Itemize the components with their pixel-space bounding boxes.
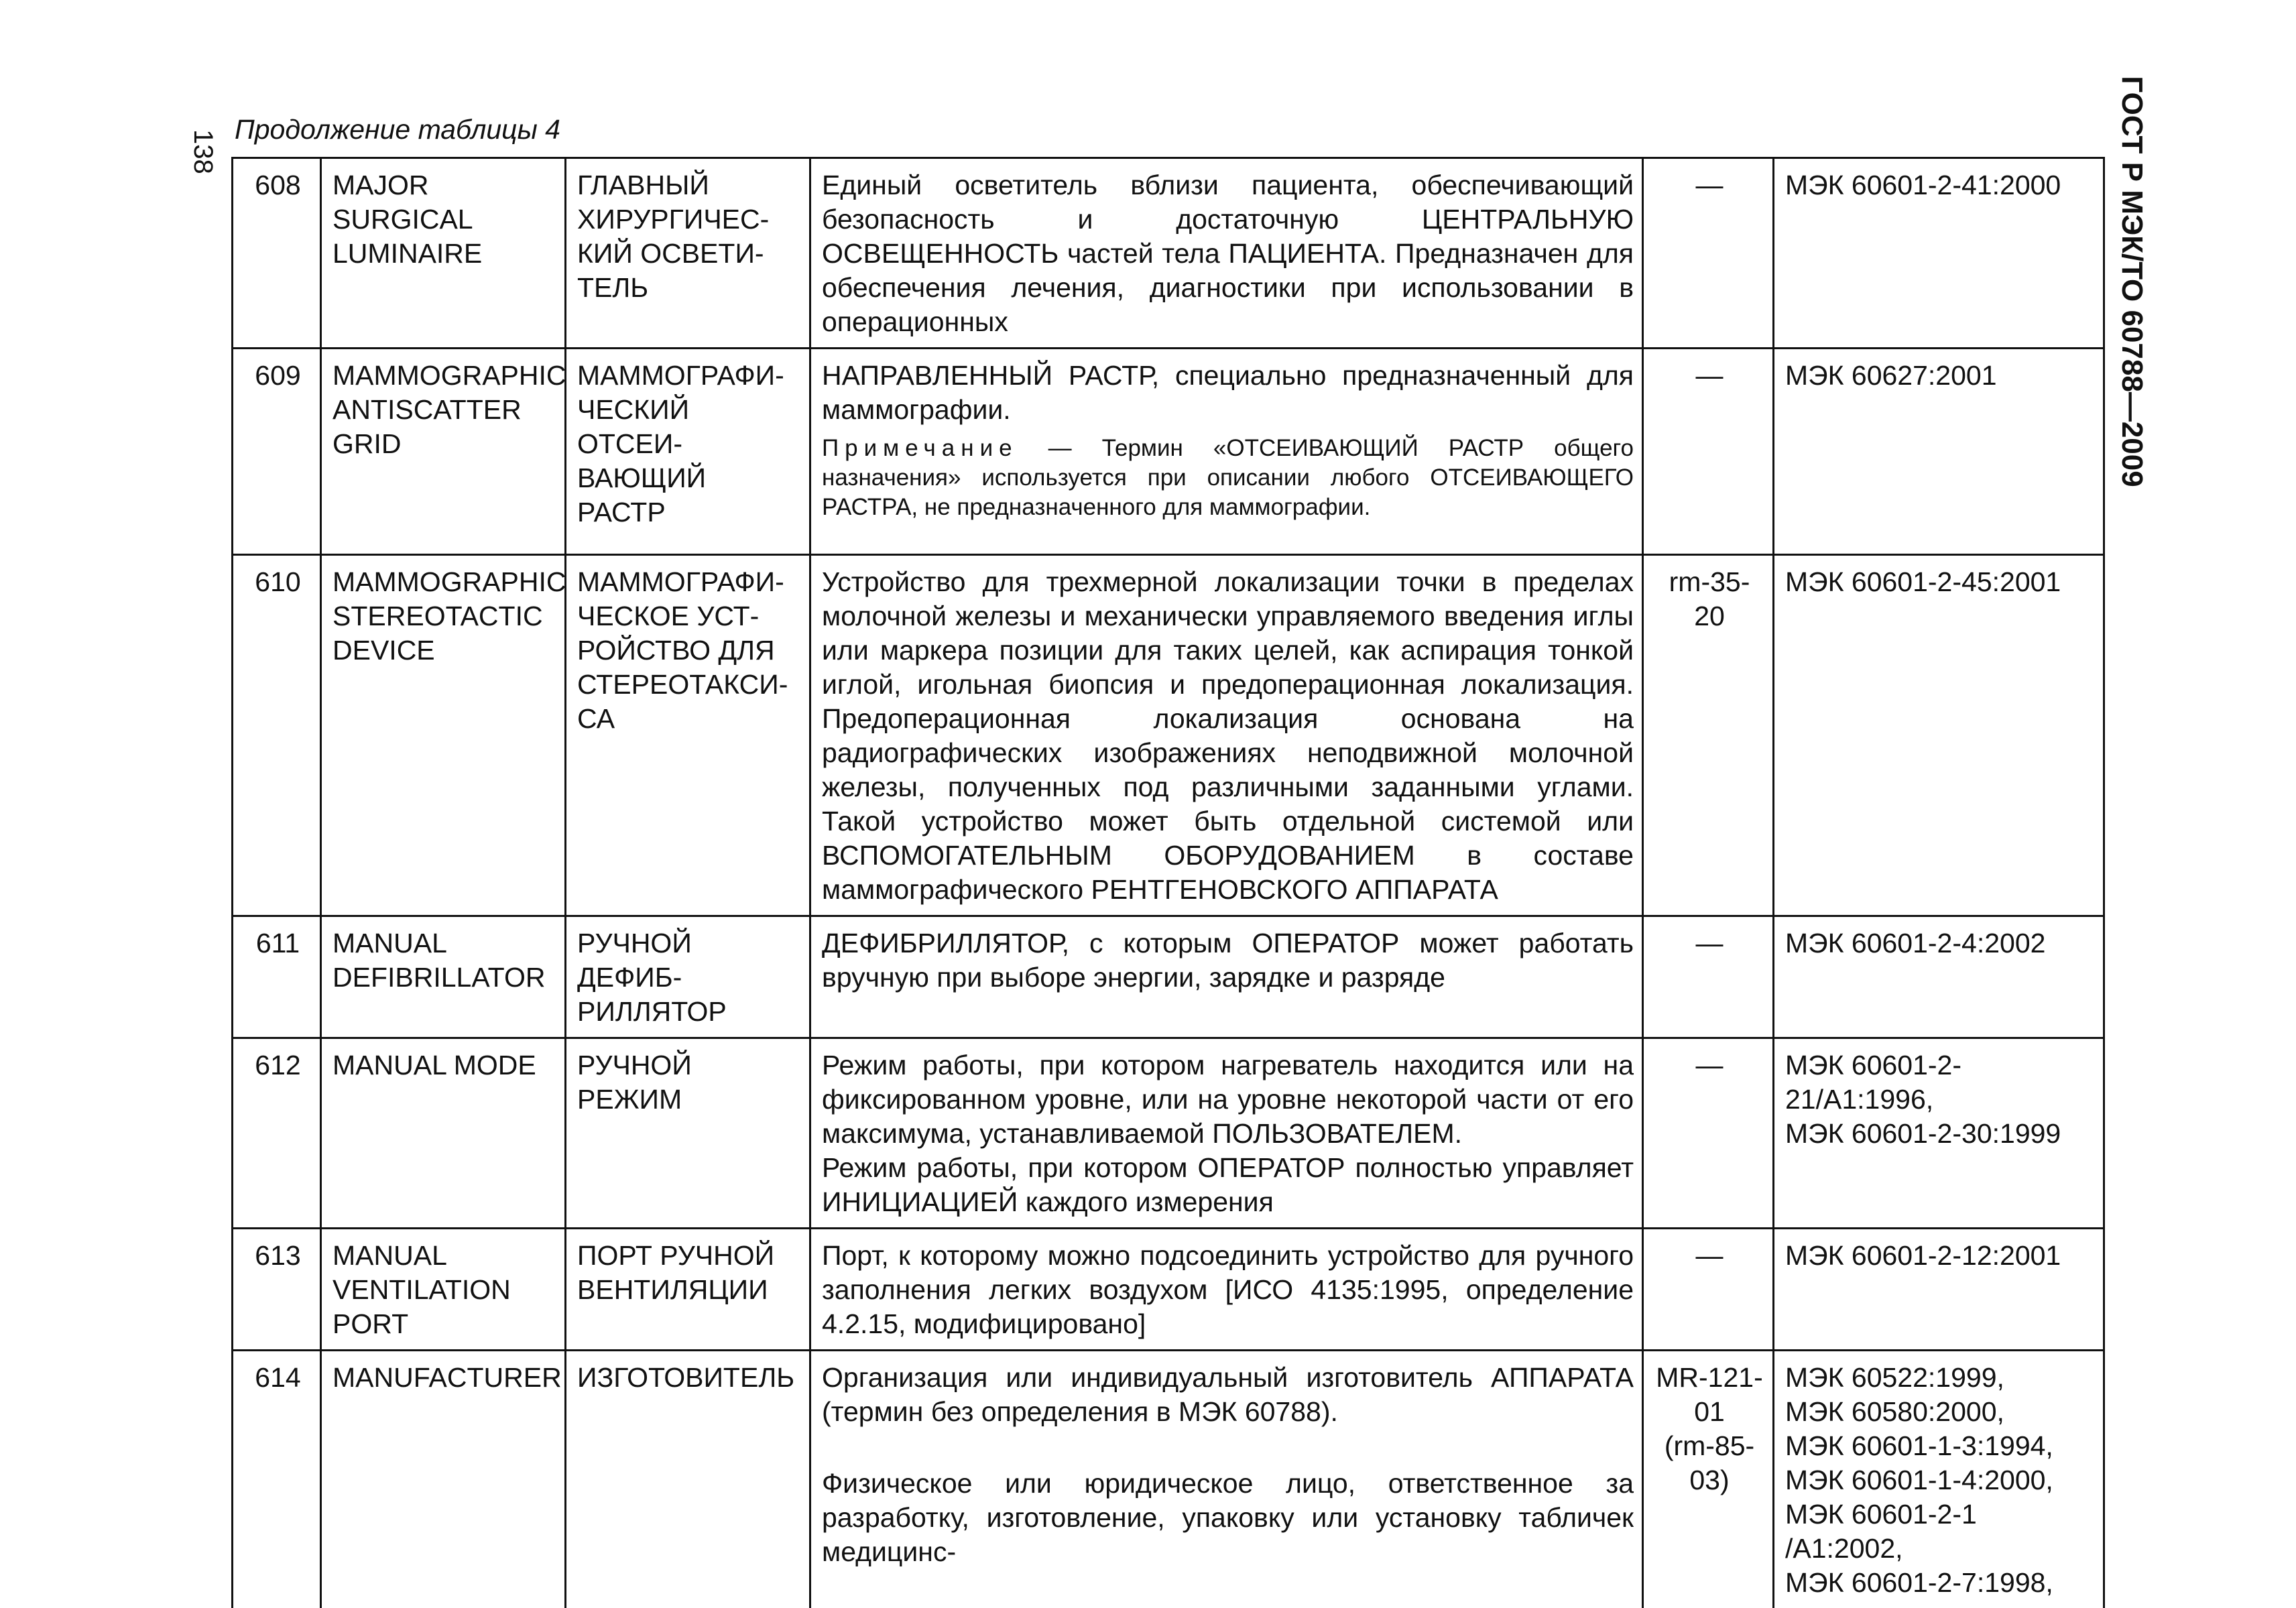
term-definition: НАПРАВЛЕННЫЙ РАСТР, специально предназначенный для маммографии. xyxy=(822,359,1634,427)
term-english: MAJOR SURGICAL LUMINAIRE xyxy=(321,158,566,349)
term-english: MANUAL DEFIBRILLATOR xyxy=(321,916,566,1038)
paragraph-gap xyxy=(822,1429,1634,1467)
term-english: MANUAL MODE xyxy=(321,1038,566,1229)
term-reference: МЭК 60627:2001 xyxy=(1774,349,2104,555)
term-code: rm-35-20 xyxy=(1643,555,1774,916)
note-text: — Термин «ОТСЕИВАЮЩИЙ РАСТР общего назначения» используется при описании любого ОТСЕИВАЮЩЕГО РАСТРА, не предназначенного для маммографии. xyxy=(822,435,1634,520)
term-reference: МЭК 60601-2-30:1999 xyxy=(1785,1117,2095,1151)
table-row xyxy=(233,1351,2104,1608)
term-reference-cell xyxy=(1774,1351,2104,1608)
term-code: — xyxy=(1643,158,1774,349)
term-definition-alt: Физическое или юридическое лицо, ответственное за разработку, изготовление, упаковку или установку табличек медицинс- xyxy=(822,1467,1634,1569)
note-label: Примечание xyxy=(822,435,1018,461)
term-russian: ИЗГОТОВИТЕЛЬ xyxy=(566,1351,810,1608)
term-code: — xyxy=(1643,349,1774,555)
term-english: MANUFACTURER xyxy=(321,1351,566,1608)
term-note xyxy=(822,434,1634,522)
term-number: 613 xyxy=(233,1229,321,1351)
term-reference: МЭК 60601-2-21/A1:1996, xyxy=(1785,1048,2095,1117)
term-english: MAMMOGRAPHIC ANTISCATTER GRID xyxy=(321,349,566,555)
term-definition: Единый осветитель вблизи пациента, обеспечивающий безопасность и достаточную ЦЕНТРАЛЬНУЮ ОСВЕЩЕННОСТЬ частей тела ПАЦИЕНТА. Предназначен для обеспечения лечения, диагностики при использовании в операционных xyxy=(810,158,1643,349)
table-row xyxy=(233,555,2104,916)
term-reference: МЭК 60601-2-41:2000 xyxy=(1774,158,2104,349)
page-number: 138 xyxy=(170,129,217,156)
term-russian: ПОРТ РУЧНОЙ ВЕНТИЛЯЦИИ xyxy=(566,1229,810,1351)
term-number: 608 xyxy=(233,158,321,349)
terms-table xyxy=(231,157,2105,1608)
term-russian: МАММОГРАФИ-ЧЕСКОЕ УСТ-РОЙСТВО ДЛЯ СТЕРЕОТАКСИ-СА xyxy=(566,555,810,916)
term-russian: РУЧНОЙ ДЕФИБ-РИЛЛЯТОР xyxy=(566,916,810,1038)
document-id: ГОСТ Р МЭК/ТО 60788—2009 xyxy=(2112,67,2152,496)
term-code: MR-121-01 xyxy=(1654,1361,1764,1429)
term-number: 611 xyxy=(233,916,321,1038)
term-reference: МЭК 60522:1999, xyxy=(1785,1361,2095,1395)
term-definition: Организация или индивидуальный изготовитель АППАРАТА (термин без определения в МЭК 60788). xyxy=(822,1361,1634,1429)
term-russian: РУЧНОЙ РЕЖИМ xyxy=(566,1038,810,1229)
term-code: — xyxy=(1643,1229,1774,1351)
term-reference: МЭК 60601-1-3:1994, xyxy=(1785,1429,2095,1463)
term-number: 612 xyxy=(233,1038,321,1229)
term-definition-cell xyxy=(810,1038,1643,1229)
term-code: (rm-85-03) xyxy=(1654,1429,1764,1497)
term-reference: МЭК 60601-2-1 /A1:2002, xyxy=(1785,1497,2095,1566)
term-reference: МЭК 60601-2-7:1998, xyxy=(1785,1566,2095,1600)
term-definition-cell xyxy=(810,349,1643,555)
table-row xyxy=(233,1229,2104,1351)
term-russian: МАММОГРАФИ-ЧЕСКИЙ ОТСЕИ-ВАЮЩИЙ РАСТР xyxy=(566,349,810,555)
term-definition: Устройство для трехмерной локализации точки в пределах молочной железы и механически управляемого введения иглы или маркера позиции для таких целей, как аспирация тонкой иглой, игольная биопсия и предоперационная локализация. Предоперационная локализация основана на радиографических изображениях неподвижной молочной железы, полученных под различными заданными углами. Такой устройство может быть отдельной системой или ВСПОМОГАТЕЛЬНЫМ ОБОРУДОВАНИЕМ в составе маммографического РЕНТГЕНОВСКОГО АППАРАТА xyxy=(810,555,1643,916)
table-row xyxy=(233,349,2104,555)
term-number: 609 xyxy=(233,349,321,555)
table-row xyxy=(233,1038,2104,1229)
term-code: — xyxy=(1643,1038,1774,1229)
term-definition-alt: Режим работы, при котором ОПЕРАТОР полностью управляет ИНИЦИАЦИЕЙ каждого измерения xyxy=(822,1151,1634,1219)
term-reference: МЭК 60601-2-12:2001 xyxy=(1774,1229,2104,1351)
table-row xyxy=(233,916,2104,1038)
term-number: 610 xyxy=(233,555,321,916)
term-russian: ГЛАВНЫЙ ХИРУРГИЧЕС-КИЙ ОСВЕТИ-ТЕЛЬ xyxy=(566,158,810,349)
term-reference-cell xyxy=(1774,1038,2104,1229)
term-reference: МЭК 60601-1-4:2000, xyxy=(1785,1463,2095,1497)
term-reference: МЭК 60601-2-4:2002 xyxy=(1774,916,2104,1038)
term-english: MANUAL VENTILATION PORT xyxy=(321,1229,566,1351)
term-definition: ДЕФИБРИЛЛЯТОР, с которым ОПЕРАТОР может работать вручную при выборе энергии, зарядке и разряде xyxy=(810,916,1643,1038)
table-row xyxy=(233,158,2104,349)
term-code: — xyxy=(1643,916,1774,1038)
term-code-cell xyxy=(1643,1351,1774,1608)
table-continuation-label: Продолжение таблицы 4 xyxy=(235,114,560,145)
term-definition: Порт, к которому можно подсоединить устройство для ручного заполнения легких воздухом [ИСО 4135:1995, определение 4.2.15, модифицировано] xyxy=(810,1229,1643,1351)
term-number: 614 xyxy=(233,1351,321,1608)
term-definition-cell xyxy=(810,1351,1643,1608)
term-english: MAMMOGRAPHIC STEREOTACTIC DEVICE xyxy=(321,555,566,916)
term-reference: МЭК 60580:2000, xyxy=(1785,1395,2095,1429)
term-reference: МЭК 60601-2-45:2001 xyxy=(1774,555,2104,916)
term-definition: Режим работы, при котором нагреватель находится или на фиксированном уровне, или на уровне некоторой части от его максимума, устанавливаемой ПОЛЬЗОВАТЕЛЕМ. xyxy=(822,1048,1634,1151)
